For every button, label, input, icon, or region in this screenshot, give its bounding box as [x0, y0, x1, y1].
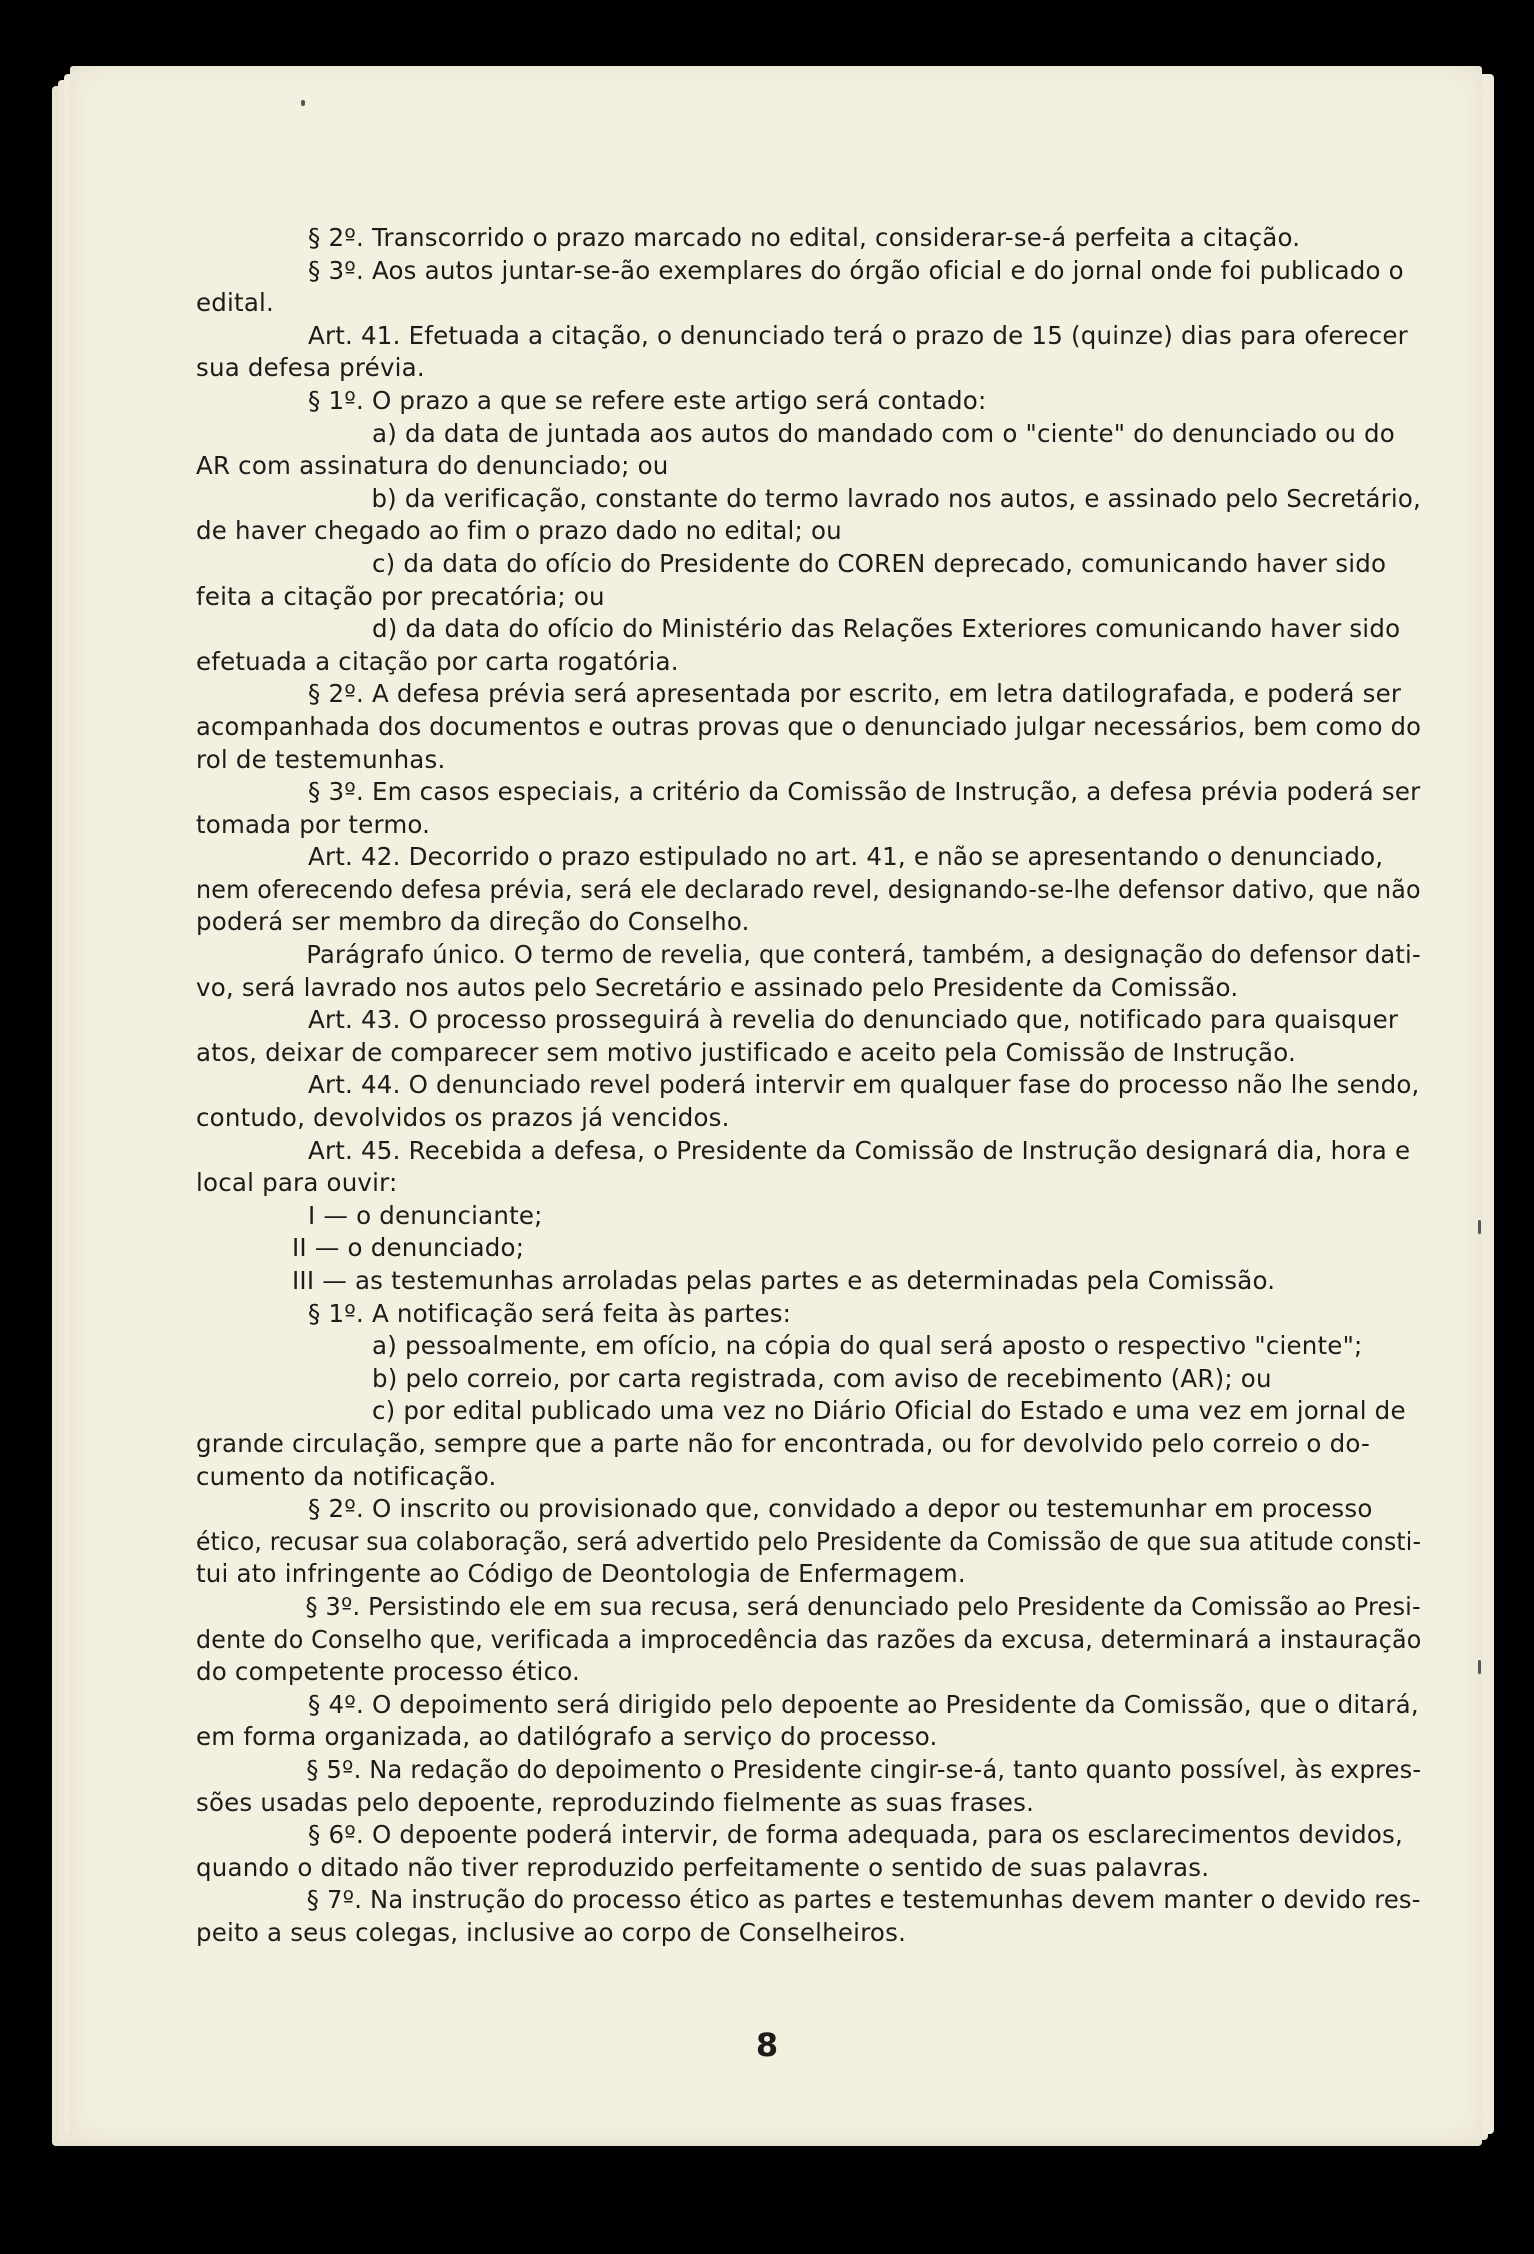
paper-speck: [1478, 1220, 1481, 1234]
text-line: dente do Conselho que, verificada a improcedência das razões da excusa, determinará a instauração: [196, 1624, 1422, 1654]
paper-speck: [1478, 1660, 1481, 1674]
text-line: contudo, devolvidos os prazos já vencidos.: [196, 1103, 730, 1133]
text-line: § 3º. Persistindo ele em sua recusa, será denunciado pelo Presidente da Comissão ao Presi-: [305, 1591, 1421, 1621]
text-line: Art. 43. O processo prosseguirá à revelia do denunciado que, notificado para quaisquer: [308, 1005, 1399, 1035]
text-line: Art. 45. Recebida a defesa, o Presidente da Comissão de Instrução designará dia, hora e: [308, 1135, 1411, 1165]
text-line: § 6º. O depoente poderá intervir, de forma adequada, para os esclarecimentos devidos,: [308, 1820, 1403, 1850]
text-line: do competente processo ético.: [196, 1657, 580, 1687]
text-line: quando o ditado não tiver reproduzido perfeitamente o sentido de suas palavras.: [196, 1852, 1210, 1882]
text-line: § 1º. A notificação será feita às partes:: [308, 1298, 792, 1328]
text-line: grande circulação, sempre que a parte não for encontrada, ou for devolvido pelo correio o do-: [196, 1428, 1371, 1458]
text-line: § 3º. Aos autos juntar-se-ão exemplares do órgão oficial e do jornal onde foi publicado o: [308, 255, 1404, 285]
text-line: Art. 44. O denunciado revel poderá intervir em qualquer fase do processo não lhe sendo,: [308, 1070, 1420, 1100]
text-line: b) da verificação, constante do termo lavrado nos autos, e assinado pelo Secretário,: [371, 483, 1422, 513]
text-line: b) pelo correio, por carta registrada, com aviso de recebimento (AR); ou: [372, 1363, 1272, 1393]
text-line: nem oferecendo defesa prévia, será ele declarado revel, designando-se-lhe defensor dativo, que não: [196, 874, 1421, 904]
text-line: Art. 41. Efetuada a citação, o denunciado terá o prazo de 15 (quinze) dias para oferecer: [308, 320, 1408, 350]
text-line: edital.: [196, 288, 275, 318]
text-line: § 4º. O depoimento será dirigido pelo depoente ao Presidente da Comissão, que o ditará,: [308, 1689, 1419, 1719]
document-body: [196, 222, 1421, 1949]
text-line: vo, será lavrado nos autos pelo Secretário e assinado pelo Presidente da Comissão.: [196, 972, 1239, 1002]
text-line: § 5º. Na redação do depoimento o Presidente cingir-se-á, tanto quanto possível, às expres-: [306, 1754, 1422, 1784]
paper-speck: [301, 100, 305, 106]
text-line: § 2º. O inscrito ou provisionado que, convidado a depor ou testemunhar em processo: [308, 1494, 1373, 1524]
text-line: c) por edital publicado uma vez no Diário Oficial do Estado e uma vez em jornal de: [372, 1396, 1406, 1426]
text-line: Parágrafo único. O termo de revelia, que conterá, também, a designação do defensor dati-: [306, 940, 1421, 970]
text-line: efetuada a citação por carta rogatória.: [196, 646, 679, 676]
text-line: cumento da notificação.: [196, 1461, 497, 1491]
text-line: § 2º. A defesa prévia será apresentada por escrito, em letra datilografada, e poderá ser: [308, 679, 1402, 709]
text-line: ético, recusar sua colaboração, será advertido pelo Presidente da Comissão de que sua atitude consti-: [196, 1526, 1422, 1556]
text-line: em forma organizada, ao datilógrafo a serviço do processo.: [196, 1722, 938, 1752]
text-line: sua defesa prévia.: [196, 353, 425, 383]
text-line: peito a seus colegas, inclusive ao corpo de Conselheiros.: [196, 1917, 907, 1947]
text-line: AR com assinatura do denunciado; ou: [196, 451, 669, 481]
text-line: feita a citação por precatória; ou: [196, 581, 605, 611]
text-line: atos, deixar de comparecer sem motivo justificado e aceito pela Comissão de Instrução.: [196, 1037, 1296, 1067]
text-line: de haver chegado ao fim o prazo dado no edital; ou: [196, 516, 842, 546]
text-line: I — o denunciante;: [308, 1200, 543, 1230]
text-line: a) da data de juntada aos autos do mandado com o "ciente" do denunciado ou do: [372, 418, 1395, 448]
text-line: d) da data do ofício do Ministério das Relações Exteriores comunicando haver sido: [372, 614, 1401, 644]
text-line: a) pessoalmente, em ofício, na cópia do qual será aposto o respectivo "ciente";: [372, 1331, 1363, 1361]
text-line: § 1º. O prazo a que se refere este artigo será contado:: [308, 385, 987, 415]
text-line: Art. 42. Decorrido o prazo estipulado no art. 41, e não se apresentando o denunciado,: [308, 842, 1384, 872]
text-line: tomada por termo.: [196, 809, 431, 839]
text-line: rol de testemunhas.: [196, 744, 446, 774]
text-line: § 7º. Na instrução do processo ético as partes e testemunhas devem manter o devido res-: [306, 1885, 1421, 1915]
text-line: II — o denunciado;: [292, 1233, 525, 1263]
text-line: sões usadas pelo depoente, reproduzindo fielmente as suas frases.: [196, 1787, 1035, 1817]
text-line: c) da data do ofício do Presidente do COREN deprecado, comunicando haver sido: [372, 548, 1387, 578]
page-number: 8: [755, 2026, 779, 2064]
text-line: § 3º. Em casos especiais, a critério da Comissão de Instrução, a defesa prévia poderá ser: [308, 777, 1421, 807]
text-line: local para ouvir:: [196, 1168, 398, 1198]
text-line: III — as testemunhas arroladas pelas partes e as determinadas pela Comissão.: [292, 1266, 1276, 1295]
text-line: § 2º. Transcorrido o prazo marcado no edital, considerar-se-á perfeita a citação.: [308, 223, 1301, 252]
text-line: acompanhada dos documentos e outras provas que o denunciado julgar necessários, bem como do: [196, 711, 1422, 741]
text-line: poderá ser membro da direção do Conselho.: [196, 907, 750, 937]
text-line: tui ato infringente ao Código de Deontologia de Enfermagem.: [196, 1559, 966, 1589]
